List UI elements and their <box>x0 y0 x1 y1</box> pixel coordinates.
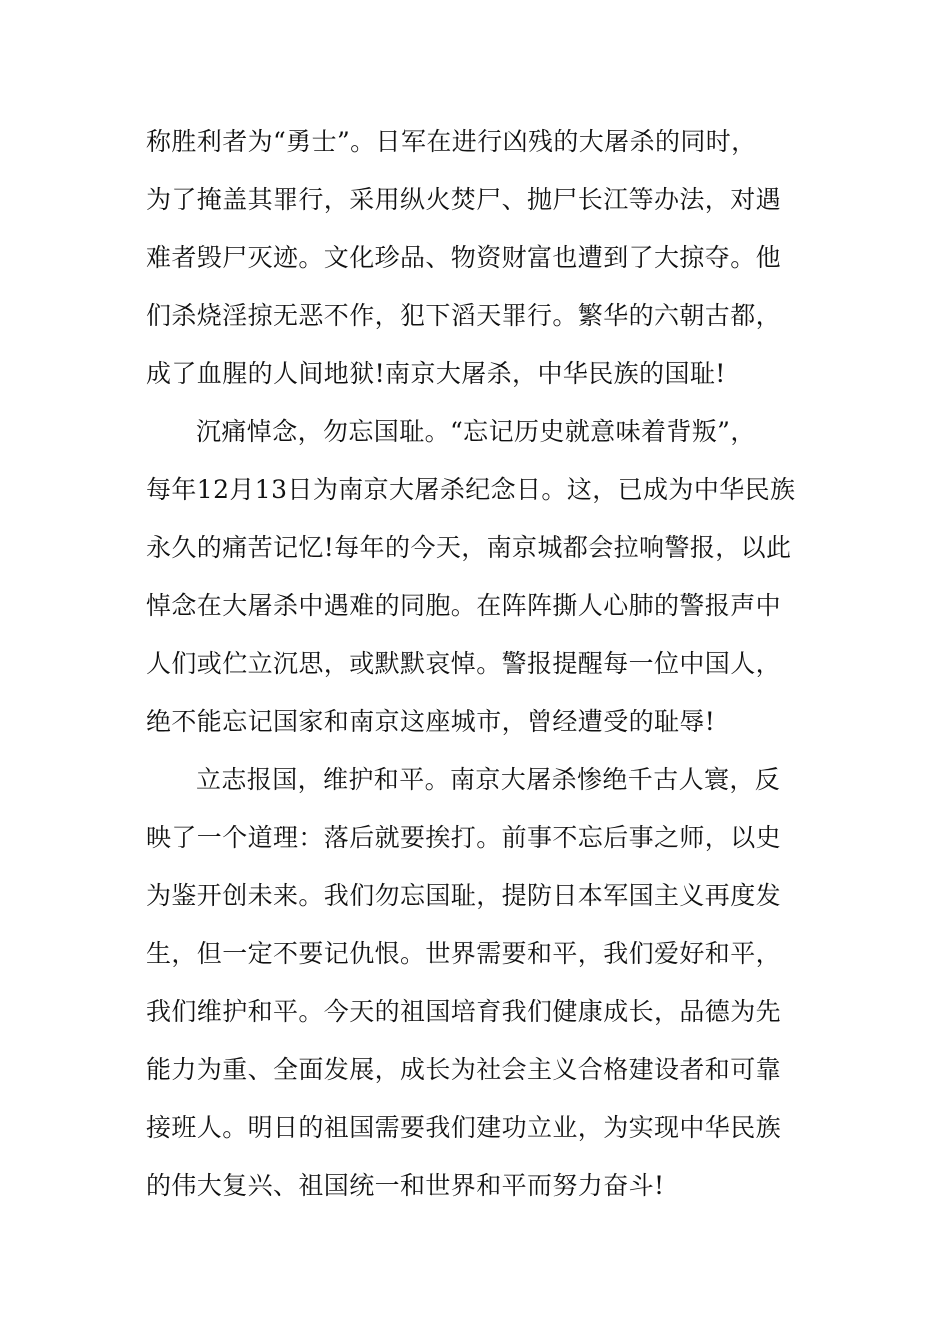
text-line: 我们维护和平。今天的祖国培育我们健康成长，品德为先 <box>146 997 782 1026</box>
paragraph-first-line: 沉痛悼念，勿忘国耻。“忘记历史就意味着背叛”， <box>196 417 756 446</box>
text-line: 的伟大复兴、祖国统一和世界和平而努力奋斗! <box>146 1171 665 1200</box>
text-line: 永久的痛苦记忆!每年的今天，南京城都会拉响警报，以此 <box>146 533 792 562</box>
text-line: 每年12月13日为南京大屠杀纪念日。这，已成为中华民族 <box>146 475 796 504</box>
text-line: 生，但一定不要记仇恨。世界需要和平，我们爱好和平， <box>146 939 782 968</box>
text-line: 映了一个道理：落后就要挨打。前事不忘后事之师，以史 <box>146 823 782 852</box>
text-line: 人们或伫立沉思，或默默哀悼。警报提醒每一位中国人， <box>146 649 782 678</box>
text-line: 能力为重、全面发展，成长为社会主义合格建设者和可靠 <box>146 1055 782 1084</box>
paragraph-first-line: 立志报国，维护和平。南京大屠杀惨绝千古人寰，反 <box>196 765 781 794</box>
text-line: 难者毁尸灭迹。文化珍品、物资财富也遭到了大掠夺。他 <box>146 243 782 272</box>
text-line: 接班人。明日的祖国需要我们建功立业，为实现中华民族 <box>146 1113 782 1142</box>
text-line: 们杀烧淫掠无恶不作，犯下滔天罪行。繁华的六朝古都， <box>146 301 782 330</box>
text-line: 为鉴开创未来。我们勿忘国耻，提防日本军国主义再度发 <box>146 881 782 910</box>
text-line: 悼念在大屠杀中遇难的同胞。在阵阵撕人心肺的警报声中 <box>146 591 782 620</box>
text-line: 为了掩盖其罪行，采用纵火焚尸、抛尸长江等办法，对遇 <box>146 185 782 214</box>
text-line: 成了血腥的人间地狱!南京大屠杀，中华民族的国耻! <box>146 359 726 388</box>
text-line: 绝不能忘记国家和南京这座城市，曾经遭受的耻辱! <box>146 707 716 736</box>
text-line: 称胜利者为“勇士”。日军在进行凶残的大屠杀的同时， <box>146 127 757 156</box>
